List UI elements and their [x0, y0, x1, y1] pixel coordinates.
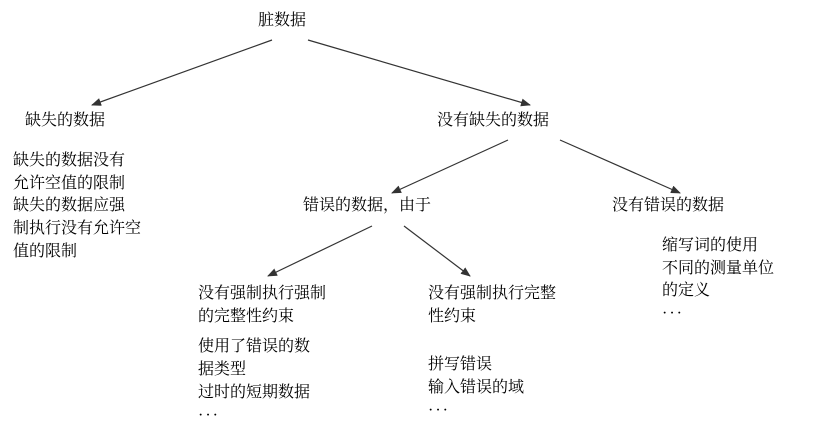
detail-wrong-left-line-1: 的完整性约束	[198, 307, 295, 325]
edge-wrong-left	[268, 226, 372, 276]
detail-wrong-right-line-3	[428, 336, 628, 354]
edge-notmissing-wrong	[392, 140, 508, 193]
detail-wrong-right-line-5: 输入错误的域	[428, 379, 525, 397]
detail-wrong-left-line-4: 据类型	[198, 361, 247, 379]
detail-wrong-left-line-0: 没有强制执行强制	[198, 285, 327, 302]
detail-wrong-right-line-6: ···	[428, 401, 450, 419]
detail-wrong-right-line-1: 性约束	[428, 307, 477, 325]
detail-missing	[13, 150, 183, 264]
node-root: 脏数据	[258, 12, 307, 29]
detail-missing-line-4: 值的限制	[13, 242, 78, 260]
detail-wrong-right-line-4: 拼写错误	[428, 356, 493, 374]
edge-root-missing	[92, 40, 272, 105]
detail-missing-line-0: 缺失的数据没有	[13, 152, 126, 169]
detail-missing-line-1: 允许空值的限制	[13, 174, 126, 192]
edge-root-notmissing	[308, 40, 530, 105]
detail-wrong-right-line-2	[428, 328, 628, 336]
detail-no-wrong-line-2: 的定义	[662, 282, 711, 300]
node-wrong: 错误的数据，由于	[303, 197, 432, 214]
edge-wrong-right	[404, 226, 470, 276]
detail-wrong-left	[198, 283, 398, 427]
detail-wrong-left-line-6: ···	[198, 406, 220, 424]
detail-no-wrong-line-1: 不同的测量单位	[662, 259, 775, 277]
detail-missing-line-2: 缺失的数据应强	[13, 197, 126, 215]
node-not-missing: 没有缺失的数据	[437, 112, 550, 129]
node-missing: 缺失的数据	[25, 112, 106, 129]
detail-wrong-right-line-0: 没有强制执行完整	[428, 285, 557, 302]
detail-no-wrong	[662, 235, 819, 326]
detail-wrong-left-line-3: 使用了错误的数	[198, 338, 311, 356]
detail-no-wrong-line-3: ···	[662, 305, 684, 323]
detail-wrong-left-line-2	[198, 328, 398, 336]
detail-missing-line-3: 制执行没有允许空	[13, 220, 142, 238]
detail-no-wrong-line-0: 缩写词的使用	[662, 237, 759, 254]
detail-wrong-right	[428, 283, 628, 423]
edge-notmissing-nowrong	[560, 140, 680, 193]
detail-wrong-left-line-5: 过时的短期数据	[198, 383, 311, 401]
node-no-wrong: 没有错误的数据	[612, 197, 725, 214]
